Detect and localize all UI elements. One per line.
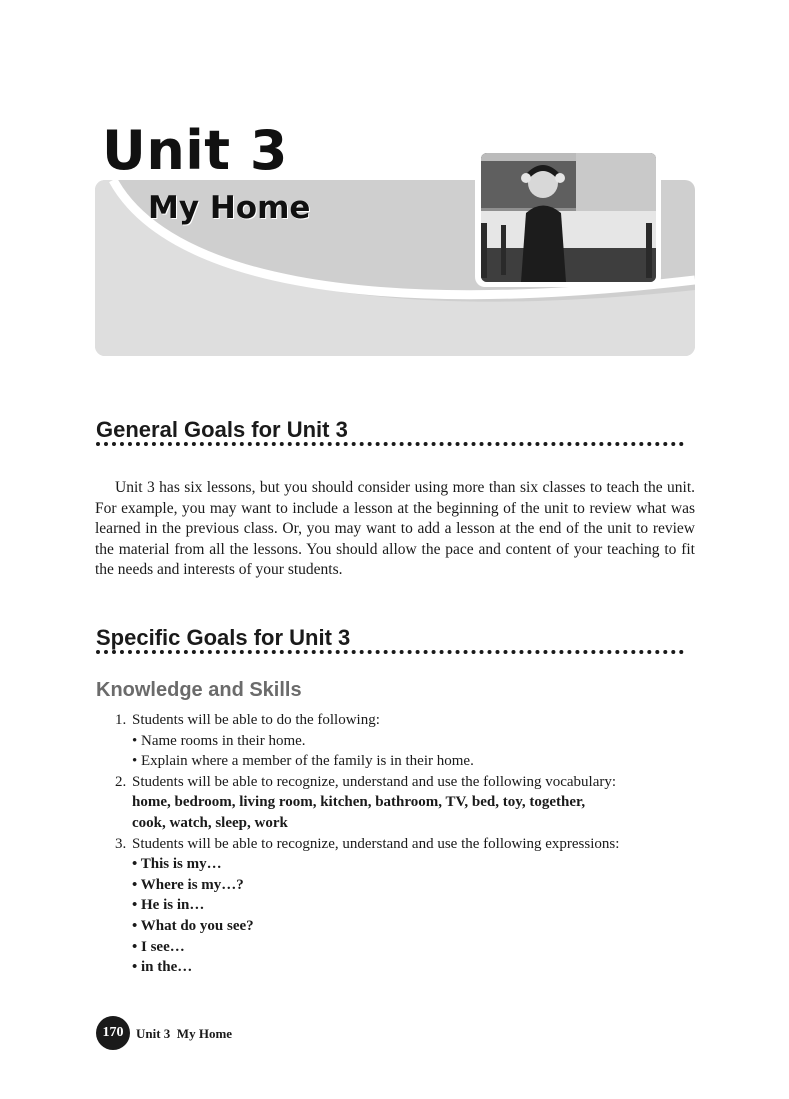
expression-item: • I see… xyxy=(132,938,185,955)
expression-item: • in the… xyxy=(132,959,193,976)
page-number-badge: 170 xyxy=(96,1016,130,1050)
unit-subtitle: My Home xyxy=(148,190,311,226)
knowledge-skills-subheading: Knowledge and Skills xyxy=(96,679,302,701)
child-on-bed-photo xyxy=(481,153,656,282)
goal-text: Students will be able to do the following: xyxy=(132,712,380,728)
list-item: • Name rooms in their home. xyxy=(132,732,306,749)
goal-number: 3. xyxy=(115,835,127,852)
list-item: • Explain where a member of the family is in their home. xyxy=(132,753,474,770)
general-goals-paragraph: Unit 3 has six lessons, but you should consider using more than six classes to teach the unit. For example, you may want to include a lesson at the beginning of the unit to review what was learned in the previous class. Or, you may want to add a lesson at the end of the unit to review the material from all the lessons. You should allow the pace and content of your teaching to fit the needs and interests of your students. xyxy=(95,479,695,579)
goals-list xyxy=(115,710,695,978)
general-goals-heading: General Goals for Unit 3 xyxy=(96,417,348,442)
vocabulary-line: cook, watch, sleep, work xyxy=(132,814,288,831)
specific-goals-heading: Specific Goals for Unit 3 xyxy=(96,625,351,650)
goal-text: Students will be able to recognize, understand and use the following expressions: xyxy=(132,835,620,852)
goal-number: 1. xyxy=(115,712,127,728)
expression-item: • This is my… xyxy=(132,856,222,873)
goal-item-1 xyxy=(115,710,695,731)
specific-goals-dotted-rule xyxy=(96,650,684,654)
goal-number: 2. xyxy=(115,773,127,790)
expression-item: • He is in… xyxy=(132,897,205,914)
general-goals-dotted-rule xyxy=(96,442,684,446)
expression-item: • What do you see? xyxy=(132,917,254,934)
goal-item-3 xyxy=(115,834,695,855)
unit-title: Unit 3 xyxy=(102,119,288,182)
vocabulary-line: home, bedroom, living room, kitchen, bathroom, TV, bed, toy, together, xyxy=(132,794,586,811)
goal-text: Students will be able to recognize, understand and use the following vocabulary: xyxy=(132,773,617,790)
footer-unit-label: Unit 3 My Home xyxy=(136,1026,233,1041)
goal-item-2 xyxy=(115,772,695,793)
expression-item: • Where is my…? xyxy=(132,876,244,893)
